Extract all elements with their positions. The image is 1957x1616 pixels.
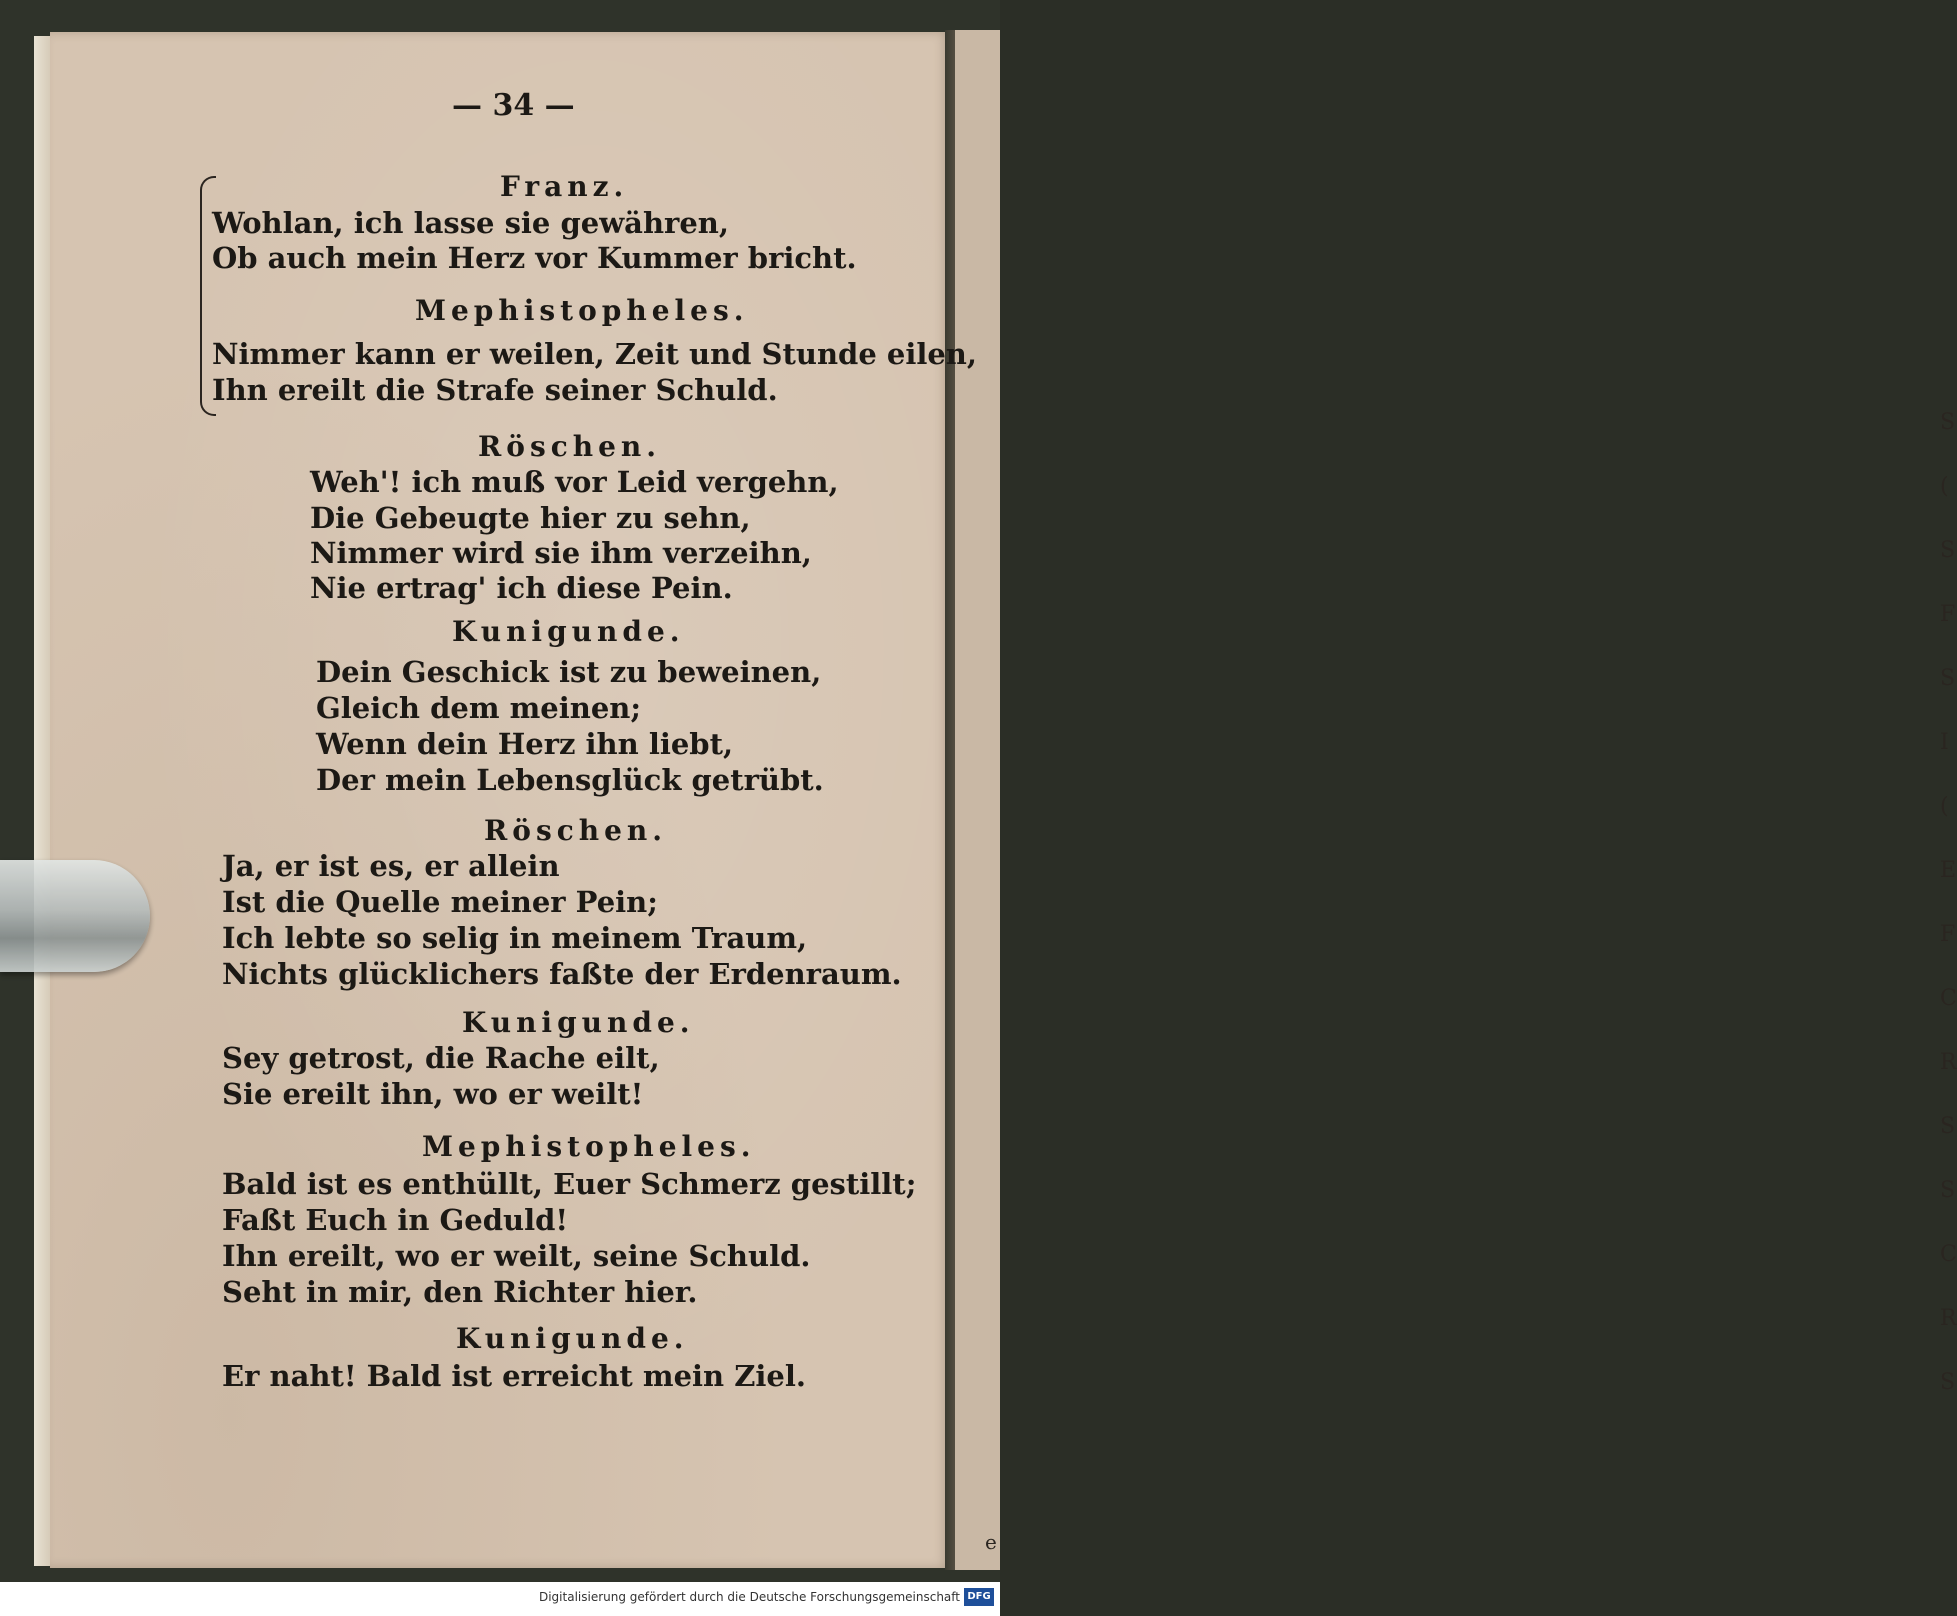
verse-line: Ihn ereilt die Strafe seiner Schuld. xyxy=(212,373,778,407)
speaker-name: Mephistopheles. xyxy=(422,1130,756,1163)
verse-line: Ja, er ist es, er allein xyxy=(222,849,560,883)
verse-line: Faßt Euch in Geduld! xyxy=(222,1203,569,1237)
verse-line: Ihn ereilt, wo er weilt, seine Schuld. xyxy=(222,1239,811,1273)
fragment: S xyxy=(1940,538,1956,563)
verse-line: Wenn dein Herz ihn liebt, xyxy=(316,727,734,761)
fragment: R xyxy=(1940,1306,1957,1331)
fragment: F xyxy=(1940,602,1956,627)
verse-line: Nie ertrag' ich diese Pein. xyxy=(310,571,733,605)
verse-line: Sey getrost, die Rache eilt, xyxy=(222,1041,660,1075)
speaker-name: Kunigunde. xyxy=(462,1006,695,1039)
fragment: S xyxy=(1940,666,1956,691)
verse-line: Nimmer wird sie ihm verzeihn, xyxy=(310,536,812,570)
fragment: S xyxy=(1940,1114,1956,1139)
fragment: ( xyxy=(1940,474,1949,499)
facing-page-fragments xyxy=(1940,410,1955,1434)
verse-line: Nimmer kann er weilen, Zeit und Stunde eilen, xyxy=(212,337,977,371)
fragment: R xyxy=(1940,1050,1957,1075)
verse-line: Ist die Quelle meiner Pein; xyxy=(222,885,658,919)
verse-line: Sie ereilt ihn, wo er weilt! xyxy=(222,1077,644,1111)
dfg-logo: DFG xyxy=(964,1588,994,1606)
fragment: F xyxy=(1940,922,1956,947)
speaker-name: Röschen. xyxy=(478,430,662,463)
verse-line: Ob auch mein Herz vor Kummer bricht. xyxy=(212,241,857,275)
speaker-name: Kunigunde. xyxy=(456,1322,689,1355)
speaker-name: Kunigunde. xyxy=(452,615,685,648)
fragment: S xyxy=(1940,410,1956,435)
footer-bar xyxy=(0,1582,1000,1616)
verse-line: Die Gebeugte hier zu sehn, xyxy=(310,501,751,535)
verse-line: Dein Geschick ist zu beweinen, xyxy=(316,655,822,689)
verse-line: Seht in mir, den Richter hier. xyxy=(222,1275,698,1309)
footer-credit: Digitalisierung gefördert durch die Deutsche Forschungsgemeinschaft xyxy=(538,1590,960,1604)
verse-line: Bald ist es enthüllt, Euer Schmerz gestillt; xyxy=(222,1167,917,1201)
fragment: C xyxy=(1940,1242,1957,1267)
fragment: ( xyxy=(1940,794,1949,819)
fragment: E xyxy=(1940,858,1957,883)
verse-line: Er naht! Bald ist erreicht mein Ziel. xyxy=(222,1359,806,1393)
page-number: — 34 — xyxy=(452,88,575,123)
speaker-name: Franz. xyxy=(500,170,629,203)
verse-line: Ich lebte so selig in meinem Traum, xyxy=(222,921,808,955)
speaker-name: Mephistopheles. xyxy=(415,294,749,327)
speaker-name: Röschen. xyxy=(484,814,668,847)
fragment: S xyxy=(1940,1370,1956,1395)
fragment: e xyxy=(985,1530,997,1554)
verse-line: Weh'! ich muß vor Leid vergehn, xyxy=(310,465,839,499)
verse-line: Gleich dem meinen; xyxy=(316,691,642,725)
fragment: I xyxy=(1940,730,1949,755)
fragment: C xyxy=(1940,986,1957,1011)
verse-line: Der mein Lebensglück getrübt. xyxy=(316,763,824,797)
verse-line: Wohlan, ich lasse sie gewähren, xyxy=(212,206,729,240)
verse-line: Nichts glücklichers faßte der Erdenraum. xyxy=(222,957,902,991)
fragment: S xyxy=(1940,1178,1956,1203)
